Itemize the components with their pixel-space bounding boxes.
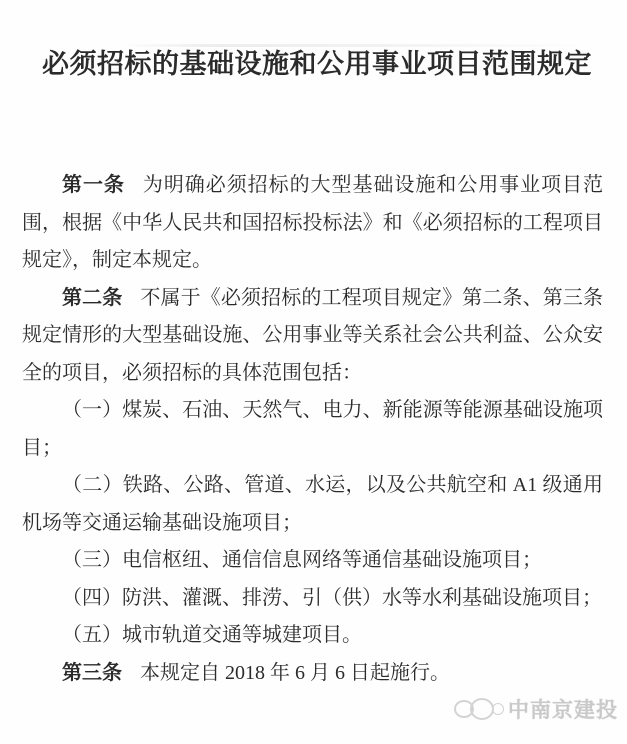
scan-artifact	[120, 44, 590, 47]
paragraph-text: （三）电信枢纽、通信信息网络等通信基础设施项目；	[62, 549, 542, 571]
article-label: 第二条	[62, 286, 123, 309]
watermark-text: 中南京建投	[508, 698, 618, 722]
watermark	[454, 694, 618, 724]
paragraph-text: 为明确必须招标的大型基础设施和公用事业项目范围，根据《中华人民共和国招标投标法》和《必须招标的工程项目规定》，制定本规定。	[22, 174, 603, 271]
paragraph-item-4	[22, 580, 603, 618]
article-label: 第一条	[62, 174, 125, 196]
article-label: 第三条	[62, 661, 122, 684]
paragraph-text: 本规定自 2018 年 6 月 6 日起施行。	[140, 661, 450, 684]
paragraph-text: （二）铁路、公路、管道、水运，以及公共航空和 A1 级通用机场等交通运输基础设施项目；	[22, 474, 603, 534]
paragraph-item-5	[22, 617, 603, 655]
paragraph-article-1	[22, 167, 603, 280]
paragraph-text: 不属于《必须招标的工程项目规定》第二条、第三条规定情形的大型基础设施、公用事业等关系社会公共利益、公众安全的项目，必须招标的具体范围包括：	[22, 286, 604, 384]
paragraph-item-1	[22, 392, 603, 467]
paragraph-article-3	[22, 655, 603, 693]
document-body	[0, 167, 627, 692]
paragraph-text: （五）城市轨道交通等城建项目。	[62, 624, 362, 646]
rings-logo-icon	[454, 696, 506, 722]
paragraph-item-3	[22, 542, 603, 580]
paragraph-item-2	[22, 467, 603, 542]
page-title: 必须招标的基础设施和公用事业项目范围规定	[42, 49, 592, 79]
paragraph-text: （四）防洪、灌溉、排涝、引（供）水等水利基础设施项目；	[62, 586, 602, 609]
paragraph-article-2	[22, 280, 603, 393]
paragraph-text: （一）煤炭、石油、天然气、电力、新能源等能源基础设施项目；	[22, 399, 603, 459]
